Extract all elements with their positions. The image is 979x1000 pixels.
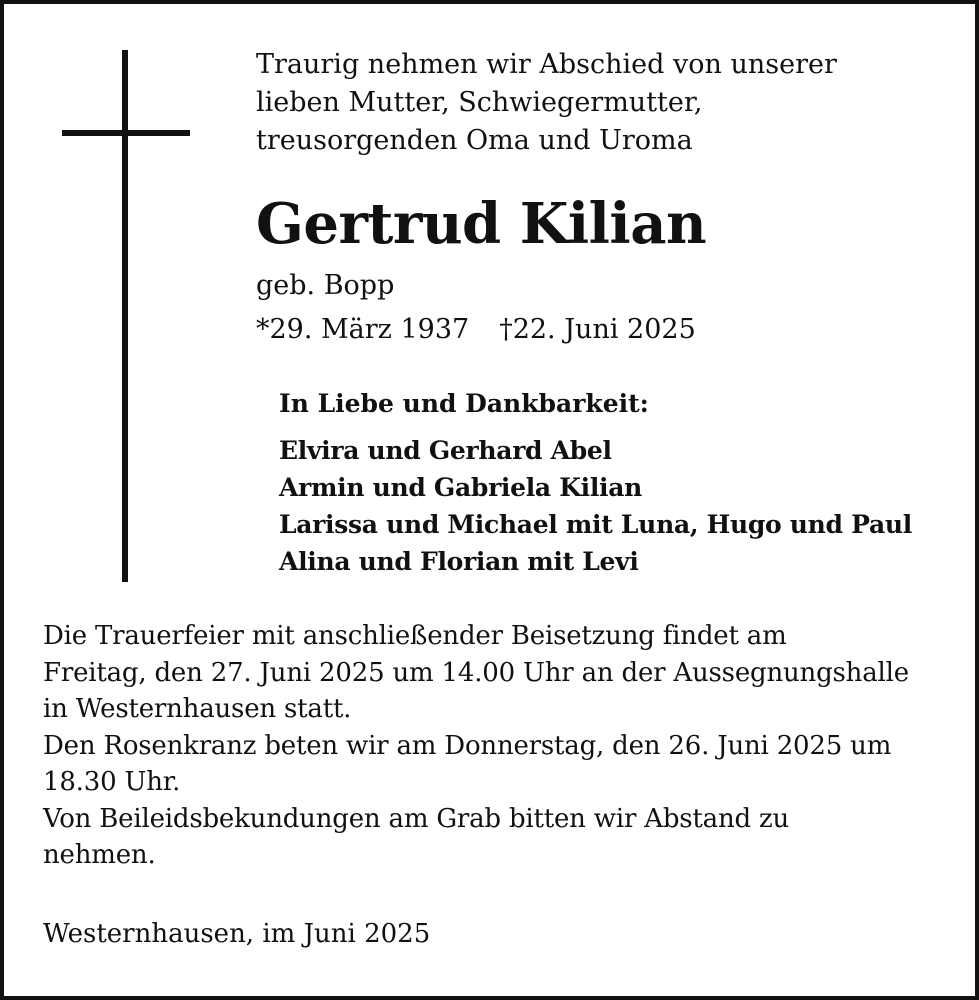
intro-line: Traurig nehmen wir Abschied von unserer bbox=[256, 49, 837, 80]
mourner-line: Alina und Florian mit Levi bbox=[279, 547, 639, 576]
deceased-name: Gertrud Kilian bbox=[256, 191, 707, 257]
notice-line: nehmen. bbox=[43, 840, 156, 870]
mourners-list bbox=[279, 432, 959, 580]
notice-line: Die Trauerfeier mit anschließender Beisetzung findet am bbox=[43, 621, 787, 651]
notice-line: 18.30 Uhr. bbox=[43, 767, 181, 797]
intro-line: lieben Mutter, Schwiegermutter, bbox=[256, 87, 703, 118]
place-and-date: Westernhausen, im Juni 2025 bbox=[43, 919, 431, 949]
life-dates bbox=[256, 312, 696, 348]
latin-cross-icon bbox=[62, 50, 190, 582]
notice-line: Den Rosenkranz beten wir am Donnerstag, den 26. Juni 2025 um bbox=[43, 730, 892, 761]
mourner-line: Larissa und Michael mit Luna, Hugo und Paul bbox=[279, 510, 912, 539]
birth-name: geb. Bopp bbox=[256, 270, 395, 301]
notice-line: in Westernhausen statt. bbox=[43, 694, 352, 724]
notice-line: Von Beileidsbekundungen am Grab bitten wir Abstand zu bbox=[43, 803, 790, 834]
cross-horizontal-bar bbox=[62, 130, 190, 136]
death-date: †22. Juni 2025 bbox=[499, 314, 696, 345]
intro-text bbox=[256, 46, 956, 160]
funeral-notice bbox=[43, 618, 953, 874]
mourner-line: Armin und Gabriela Kilian bbox=[279, 473, 643, 502]
intro-line: treusorgenden Oma und Uroma bbox=[256, 125, 693, 156]
birth-date: *29. März 1937 bbox=[256, 314, 470, 345]
mourner-line: Elvira und Gerhard Abel bbox=[279, 436, 612, 465]
mourners-heading: In Liebe und Dankbarkeit: bbox=[279, 389, 649, 418]
notice-line: Freitag, den 27. Juni 2025 um 14.00 Uhr an der Aussegnungshalle bbox=[43, 657, 909, 688]
